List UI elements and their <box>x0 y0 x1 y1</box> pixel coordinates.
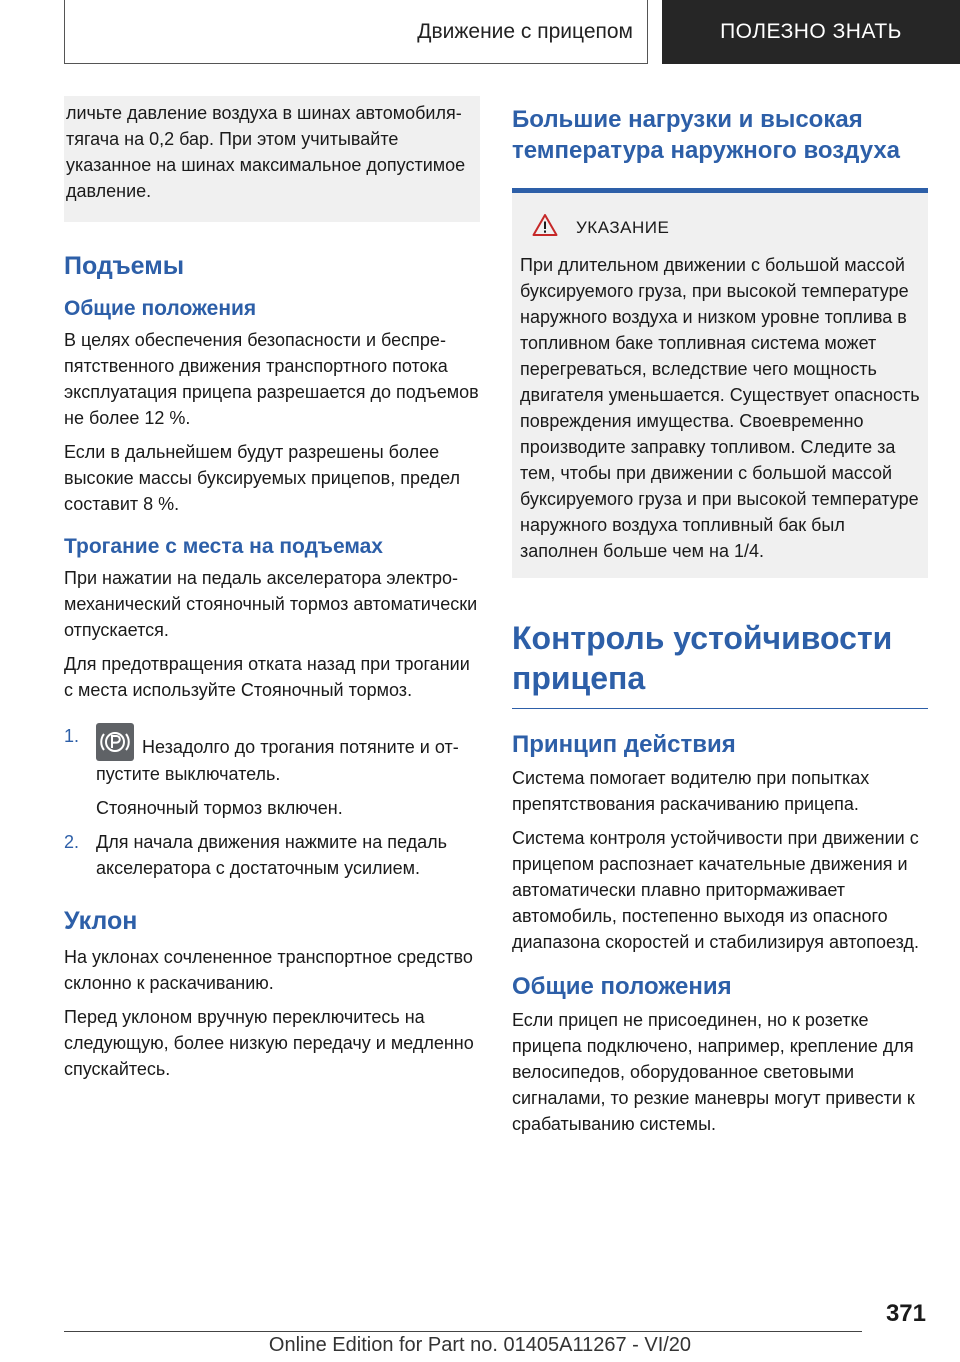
step-2 <box>64 829 480 881</box>
left-column <box>64 100 480 1090</box>
step-text: Незадолго до трогания потяните и отпустите выключатель. <box>96 737 459 784</box>
footer-text: Online Edition for Part no. 01405A11267 - VI/20 <box>268 1334 692 1356</box>
step-text: Для начала движения нажмите на педаль акселератора с достаточным усилием. <box>96 832 447 878</box>
header-section <box>64 0 648 64</box>
paragraph: Если прицеп не присоединен, но к розетке прицепа подключено, например, крепление для велосипедов, оборудованное световыми сигналами, то резкие маневры могут привести к срабатыванию системы. <box>512 1010 915 1134</box>
heading-general: Общие положения <box>64 297 257 320</box>
paragraph: Если в дальнейшем будут разрешены более высокие массы буксируемых прицепов, предел составит 8 %. <box>64 442 460 514</box>
warning-title: УКАЗАНИЕ <box>576 217 670 237</box>
heading-start-on-uphill: Трогание с места на подъемах <box>64 535 383 558</box>
heading-slope: Уклон <box>64 907 138 935</box>
paragraph: В целях обеспечения безопасности и беспрепятственного движения транспортного потока эксплуатация прицепа разрешается до подъемов не более 12 %. <box>64 330 479 428</box>
heading-principle: Принцип действия <box>512 731 736 758</box>
warning-triangle-icon <box>532 213 558 242</box>
step-result: Стояночный тормоз включен. <box>96 798 343 818</box>
heading-general: Общие положения <box>512 973 732 1000</box>
footer-divider <box>64 1331 862 1332</box>
paragraph: Система помогает водителю при попытках препятствования раскачиванию прицепа. <box>512 768 870 814</box>
paragraph: Перед уклоном вручную переключитесь на следующую, более низкую передачу и медленно спускайтесь. <box>64 1007 474 1079</box>
heading-uphill: Подъемы <box>64 252 185 280</box>
heading-high-loads: Большие нагрузки и высокая температура наружного воздуха <box>512 106 901 164</box>
right-column <box>512 100 928 1145</box>
step-number: 1. <box>64 726 80 746</box>
chapter-title: ПОЛЕЗНО ЗНАТЬ <box>720 20 902 43</box>
warning-box <box>512 188 928 578</box>
heading-trailer-stability: Контроль устойчивости прицепа <box>512 618 928 709</box>
paragraph: При нажатии на педаль акселератора электромеханический стояночный тормоз автоматически отпускается. <box>64 568 478 640</box>
step-1 <box>64 723 480 787</box>
warning-header <box>532 213 920 242</box>
note-continuation <box>64 96 480 222</box>
paragraph: На уклонах сочлененное транспортное средство склонно к раскачиванию. <box>64 947 473 993</box>
header-chapter <box>662 0 960 64</box>
page-number: 371 <box>885 1300 926 1327</box>
warning-text: При длительном движении с большой массой буксируемого груза, при высокой температуре наружного воздуха и низком уровне топлива в топливном баке топливная система может перегреваться, вследствие чего мощность двигателя уменьшается. Существует опасность повреждения имущества. Своевременно производите заправку топливом. Следите за тем, чтобы при движении с большой массой буксируемого груза и при высокой температуре наружного воздуха топливный бак был заполнен больше чем на 1/4. <box>520 255 920 561</box>
step-number: 2. <box>64 832 80 852</box>
note-text: личьте давление воздуха в шинах автомобиля-тягача на 0,2 бар. При этом учитывайте указанное на шинах максимальное допустимое давление. <box>66 103 466 201</box>
parking-brake-icon <box>96 723 134 761</box>
paragraph: Для предотвращения отката назад при трогании с места используйте Стояночный тормоз. <box>64 654 470 700</box>
paragraph: Система контроля устойчивости при движении с прицепом распознает качательные движения и автоматически плавно притормаживает автомобиль, постепенно выходя из опасного диапазона скоростей и стабилизируя автопоезд. <box>512 828 920 952</box>
section-title: Движение с прицепом <box>417 19 633 43</box>
